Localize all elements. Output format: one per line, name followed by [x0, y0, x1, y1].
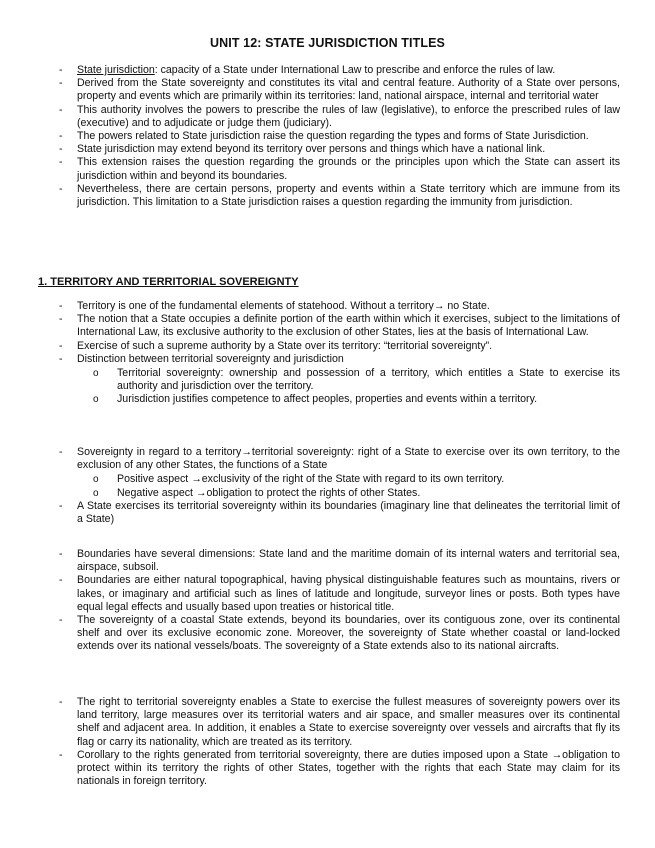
sub-bullet-item — [77, 393, 620, 406]
bullet-item — [55, 300, 620, 313]
bullet-text: Corollary to the rights generated from territorial sovereignty, there are duties imposed upon a State →obligation to protect within its territory the rights of other States, together with the rights that each State may claim for its nationals in foreign territory. — [77, 748, 620, 788]
bullet-text: Derived from the State sovereignty and constitutes its vital and central feature. Authority of a State over persons, property and events which are primarily within its territories: land, national airspace, internal and territorial water — [77, 77, 620, 103]
bullet-item — [55, 446, 620, 500]
sub-bullet-item — [77, 367, 620, 393]
dash-marker: - — [59, 130, 63, 143]
bullet-item — [55, 614, 620, 654]
section1-bullet-group-2 — [55, 446, 620, 526]
bullet-item — [55, 749, 620, 789]
sub-bullet-item — [77, 487, 620, 500]
bullet-item — [55, 574, 620, 614]
circle-marker: o — [93, 394, 99, 406]
sub-bullet-text: Positive aspect →exclusivity of the right of the State with regard to its own territory. — [117, 473, 505, 486]
dash-marker: - — [59, 574, 63, 587]
term-state-jurisdiction: State jurisdiction — [77, 64, 155, 76]
dash-marker: - — [59, 143, 63, 156]
sub-bullet-list — [77, 473, 620, 499]
dash-marker: - — [59, 64, 63, 76]
bullet-text: The right to territorial sovereignty enables a State to exercise the fullest measures of sovereignty powers over its land territory, large measures over its territorial waters and air space, and smaller measures over its continental shelf and adjacent area. In addition, it enables a State to exercise sovereignty over vessels and aircrafts that fly its flag or carry its nationality, which are treated as its territory. — [77, 696, 620, 748]
circle-marker: o — [93, 368, 99, 380]
bullet-item — [55, 183, 620, 209]
section-heading: 1. TERRITORY AND TERRITORIAL SOVEREIGNTY — [38, 276, 299, 288]
bullet-text: The powers related to State jurisdiction raise the question regarding the types and forms of State Jurisdiction. — [77, 130, 589, 143]
bullet-text: Boundaries have several dimensions: State land and the maritime domain of its internal waters and territorial sea, airspace, subsoil. — [77, 548, 620, 574]
dash-marker: - — [59, 548, 63, 560]
dash-marker: - — [59, 352, 63, 365]
bullet-text: Nevertheless, there are certain persons, property and events within a State territory which are immune from its jurisdiction. This limitation to a State jurisdiction raises a question regarding the immunity from jurisdiction. — [77, 182, 620, 209]
bullet-item — [55, 500, 620, 526]
section1-bullet-group-1 — [55, 300, 620, 407]
dash-marker: - — [59, 156, 63, 169]
dash-marker: - — [59, 313, 63, 326]
bullet-item — [55, 104, 620, 130]
bullet-item — [55, 340, 620, 353]
bullet-text: Territory is one of the fundamental elements of statehood. Without a territory→ no State. — [77, 300, 490, 312]
dash-marker: - — [59, 446, 63, 458]
bullet-item — [55, 156, 620, 182]
sub-bullet-item — [77, 473, 620, 486]
dash-marker: - — [59, 748, 63, 761]
dash-marker: - — [59, 614, 63, 627]
bullet-item — [55, 313, 620, 339]
dash-marker: - — [59, 339, 63, 352]
dash-marker: - — [59, 499, 63, 512]
bullet-text: Distinction between territorial sovereignty and jurisdiction — [77, 352, 344, 365]
intro-bullet-list — [55, 64, 620, 209]
bullet-item — [55, 353, 620, 407]
bullet-item — [55, 548, 620, 574]
bullet-text: The notion that a State occupies a definite portion of the earth within which it exercises, subject to the limitations of International Law, its exclusive authority to the exclusion of other States, lies at the basis of International Law. — [77, 313, 620, 339]
bullet-text: The sovereignty of a coastal State extends, beyond its boundaries, over its contiguous zone, over its continental shelf and over its exclusive economic zone. Moreover, the sovereignty of State whether coastal or land-locked extends over its national vessels/boats. The sovereignty of a State extends also to its national aircrafts. — [77, 614, 620, 653]
bullet-text: This authority involves the powers to prescribe the rules of law (legislative), to enforce the prescribed rules of law (executive) and to adjudicate or judge them (judiciary). — [77, 103, 620, 129]
dash-marker: - — [59, 182, 63, 195]
sub-bullet-text: Territorial sovereignty: ownership and possession of a territory, which entitles a State to exercise its authority and jurisdiction over the territory. — [117, 367, 620, 393]
bullet-item — [55, 77, 620, 103]
bullet-text: Exercise of such a supreme authority by a State over its territory: “territorial sovereignty”. — [77, 339, 493, 352]
circle-marker: o — [93, 487, 99, 499]
bullet-text: This extension raises the question regarding the grounds or the principles upon which the State can assert its jurisdiction within and beyond its boundaries. — [77, 156, 620, 182]
page-title: UNIT 12: STATE JURISDICTION TITLES — [210, 36, 445, 50]
bullet-text: Boundaries are either natural topographical, having physical distinguishable features such as mountains, rivers or lakes, or imaginary and artificial such as lines of latitude and longitude, surveyor lines or posts. Both types have equal legal effects and usually based upon treaties or historical title. — [77, 574, 620, 613]
bullet-text: State jurisdiction may extend beyond its territory over persons and things which have a national link. — [77, 143, 546, 156]
bullet-text: A State exercises its territorial sovereignty within its boundaries (imaginary line that delineates the territorial limit of a State) — [77, 499, 620, 526]
dash-marker: - — [59, 103, 63, 116]
sub-bullet-text: Jurisdiction justifies competence to affect peoples, properties and events within a territory. — [117, 393, 538, 406]
bullet-item — [55, 143, 620, 156]
circle-marker: o — [93, 474, 99, 486]
bullet-text: : capacity of a State under International Law to prescribe and enforce the rules of law. — [154, 64, 556, 76]
sub-bullet-list — [77, 367, 620, 407]
bullet-item — [55, 130, 620, 143]
bullet-text: Sovereignty in regard to a territory→territorial sovereignty: right of a State to exercise over its own territory, to the exclusion of any other States, the functions of a State — [77, 446, 620, 472]
dash-marker: - — [59, 300, 63, 312]
section1-bullet-group-3 — [55, 548, 620, 654]
bullet-item — [55, 696, 620, 749]
bullet-item — [55, 64, 620, 77]
dash-marker: - — [59, 696, 63, 708]
dash-marker: - — [59, 77, 63, 90]
sub-bullet-text: Negative aspect →obligation to protect the rights of other States. — [117, 486, 421, 499]
section1-bullet-group-4 — [55, 696, 620, 788]
